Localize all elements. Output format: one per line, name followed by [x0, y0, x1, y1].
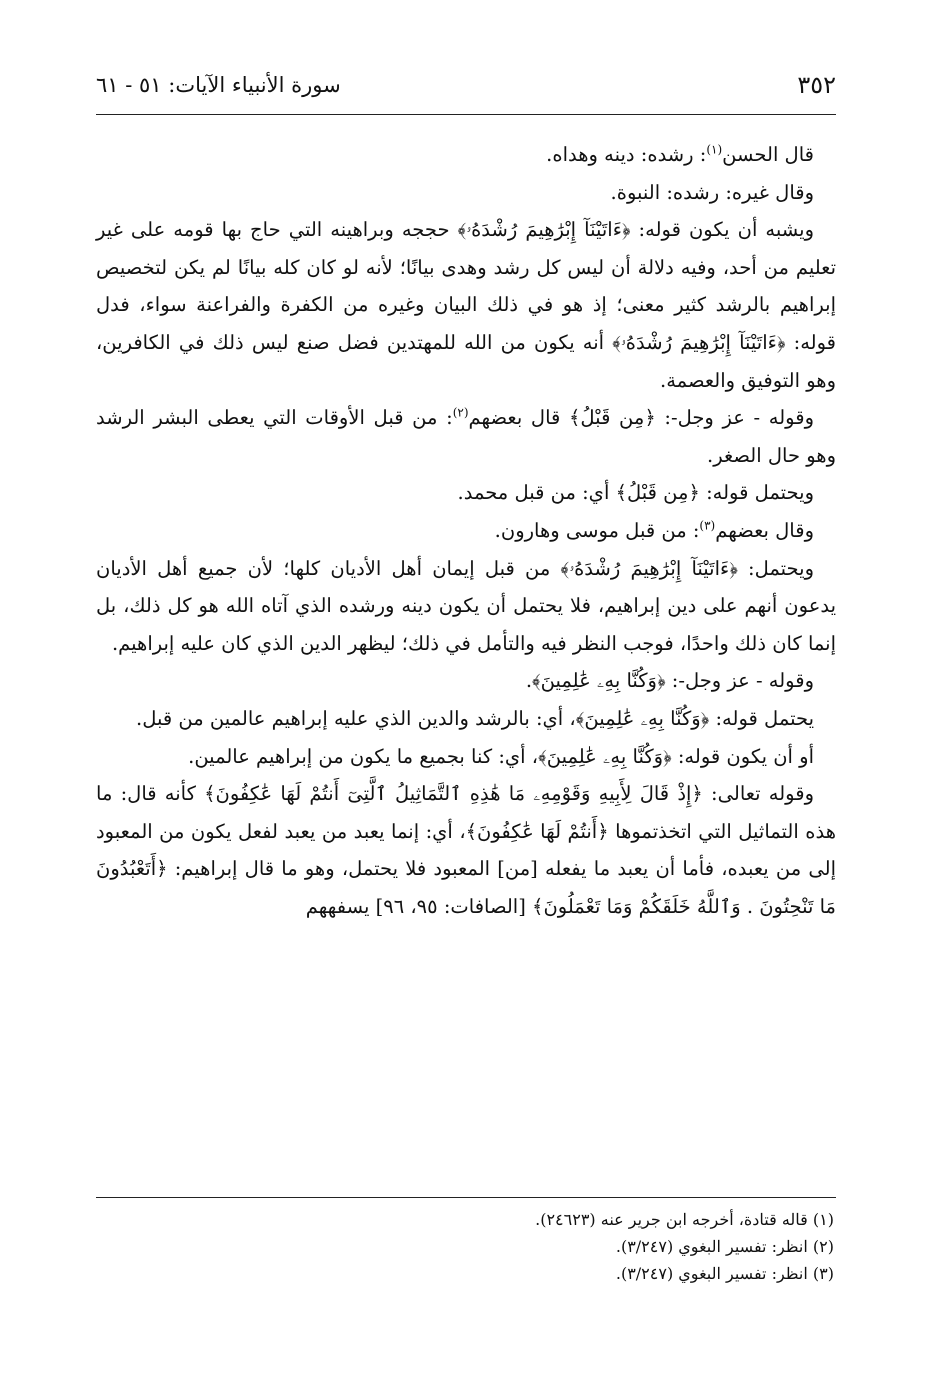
footnotes — [96, 1206, 836, 1287]
paragraph: وقوله - عز وجل-: ﴿وَكُنَّا بِهِۦ عَٰلِمِينَ﴾. — [525, 669, 814, 693]
footnote-ref: (٢) — [452, 405, 469, 420]
footnote-ref: (٣) — [699, 518, 716, 533]
paragraph: وقوله تعالى: ﴿إِذْ قَالَ لِأَبِيهِ وَقَوْمِهِۦ مَا هَٰذِهِ ٱلتَّمَاثِيلُ ٱلَّتِىٓ أَنتُمْ لَهَا عَٰكِفُونَ﴾ كأنه قال: ما هذه التماثيل التي اتخذتموها ﴿أَنتُمْ لَهَا عَٰكِفُونَ﴾، أي: إنما يعبد من يعبد لفعل يكون من المعبود إلى من يعبده، فأما أن يعبد ما يفعله [من] المعبود فلا يحتمل، وهو ما قال إبراهيم: ﴿أَتَعْبُدُونَ مَا تَنْحِتُونَ . وَٱللَّهُ خَلَقَكُمْ وَمَا تَعْمَلُونَ﴾ [الصافات: ٩٥، ٩٦] يسفههم — [96, 782, 836, 918]
paragraph: وقوله - عز وجل-: ﴿مِن قَبْلُ﴾ قال بعضهم$^{(٢)}$: من قبل الأوقات التي يعطى البشر الرشد وهو حال الصغر. — [96, 405, 836, 467]
paragraph: ويحتمل: ﴿ءَاتَيْنَآ إِبْرَٰهِيمَ رُشْدَهُۥ﴾ من قبل إيمان أهل الأديان كلها؛ لأن جميع أهل الأديان يدعون أنهم على دين إبراهيم، فلا يحتمل أن يكون دينه ورشده الذي آتاه الله هو كل ذلك، بل إنما كان ذلك واحدًا، فوجب النظر فيه والتأمل في ذلك؛ ليظهر الدين الذي كان عليه إبراهيم. — [96, 556, 836, 655]
paragraph: ويشبه أن يكون قوله: ﴿ءَاتَيْنَآ إِبْرَٰهِيمَ رُشْدَهُۥ﴾ حججه وبراهينه التي حاج بها قومه على غير تعليم من أحد، وفيه دلالة أن ليس كل رشد وهدى بيانًا؛ لأنه لو كان كله بيانًا لم يكن لتخصيص إبراهيم بالرشد كثير معنى؛ إذ هو في ذلك البيان وغيره من الكفرة والفراعنة سواء، فدل قوله: ﴿ءَاتَيْنَآ إِبْرَٰهِيمَ رُشْدَهُۥ﴾ أنه يكون من الله للمهتدين فضل صنع ليس ذلك في الكافرين، وهو التوفيق والعصمة. — [96, 218, 836, 392]
footnote: (٣) انظر: تفسير البغوي (٣/٢٤٧). — [615, 1264, 834, 1283]
main-text — [96, 136, 836, 925]
page-header — [96, 60, 836, 106]
footnote: (١) قاله قتادة، أخرجه ابن جرير عنه (٢٤٦٢٣). — [535, 1210, 834, 1229]
header-rule — [96, 114, 836, 115]
paragraph: وقال غيره: رشده: النبوة. — [610, 180, 814, 204]
paragraph: وقال بعضهم$^{(٣)}$: من قبل موسى وهارون. — [494, 518, 814, 542]
paragraph: يحتمل قوله: ﴿وَكُنَّا بِهِۦ عَٰلِمِينَ﴾، أي: بالرشد والدين الذي عليه إبراهيم عالمين من قبل. — [136, 706, 814, 730]
paragraph: أو أن يكون قوله: ﴿وَكُنَّا بِهِۦ عَٰلِمِينَ﴾، أي: كنا بجميع ما يكون من إبراهيم عالمين. — [188, 744, 814, 768]
page-number: ٣٥٢ — [797, 71, 836, 99]
footnote: (٢) انظر: تفسير البغوي (٣/٢٤٧). — [615, 1237, 834, 1256]
footnote-rule — [96, 1197, 836, 1198]
book-page — [96, 60, 836, 1360]
running-title: سورة الأنبياء الآيات: ٥١ - ٦١ — [96, 73, 341, 97]
paragraph: ويحتمل قوله: ﴿مِن قَبْلُ﴾ أي: من قبل محمد. — [457, 481, 814, 505]
footnote-ref: (١) — [706, 142, 723, 157]
paragraph: قال الحسن$^{(١)}$: رشده: دينه وهداه. — [546, 142, 814, 166]
